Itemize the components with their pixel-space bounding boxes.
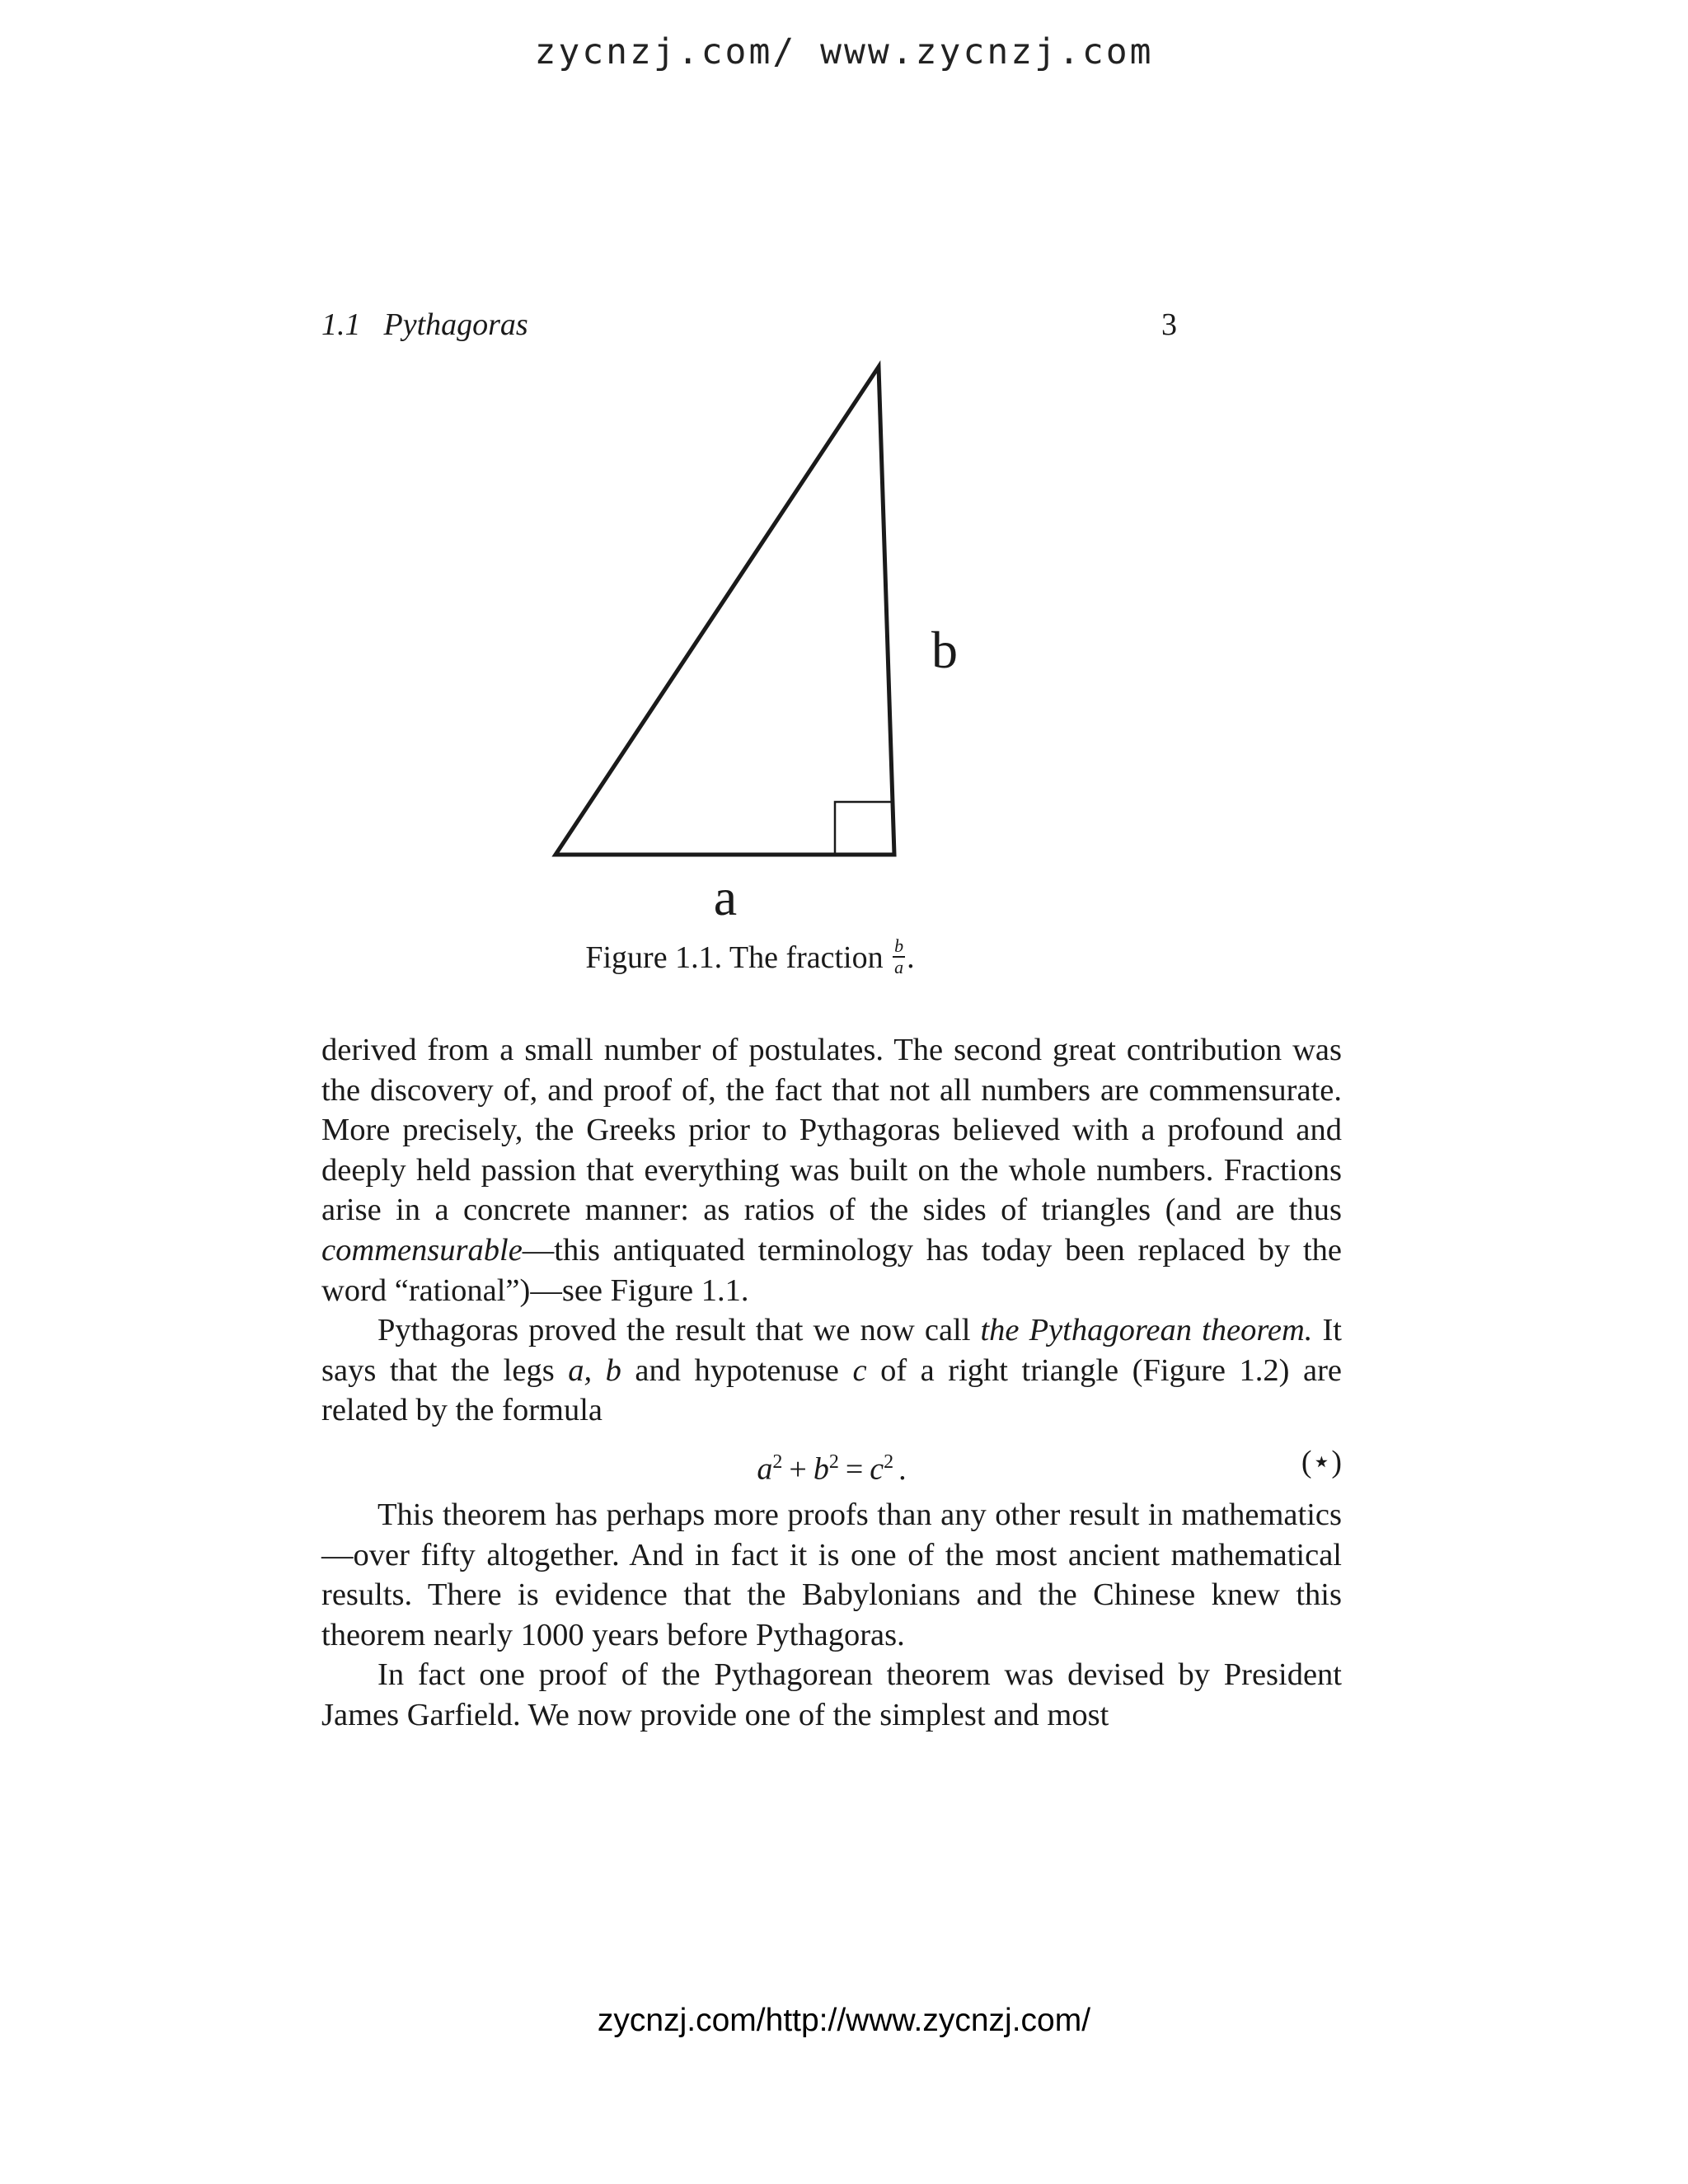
paragraph-1-text: derived from a small number of postulates. The second great contribution was the discovery of, and proof of, the fact that not all numbers are commensurate. More precisely, the Greeks prior to Pythagoras believed with a profound and deeply held passion that everything was built on the whole numbers. Fractions arise in a concrete manner: as ratios of the sides of triangles (and are thus [321,1033,1342,1228]
eq-exp-b: 2 [828,1451,839,1473]
fraction-numerator: b [894,935,904,957]
paragraph-1-emphasis: commensurable [321,1232,523,1268]
right-triangle [556,367,894,855]
page-number: 3 [1161,307,1177,342]
eq-var-a: a [757,1451,773,1487]
running-head [321,307,1177,348]
eq-exp-a: 2 [772,1451,783,1473]
paragraph-1 [321,1030,1342,1310]
equation-tag: (⋆) [1301,1444,1342,1479]
caption-fraction [893,937,905,977]
eq-equals: = [845,1451,864,1487]
paragraph-2-end: of a right triangle (Figure 1.2) are related by the formula [321,1352,1342,1428]
eq-var-c: c [870,1451,884,1487]
equation-pythagorean [321,1432,1342,1490]
equation-expression [321,1442,1342,1489]
eq-period: . [898,1451,907,1487]
body-text [321,1030,1342,1736]
triangle-diagram [495,354,989,931]
figure-triangle [495,354,989,931]
paragraph-3: This theorem has perhaps more proofs than any other result in mathematics—over fifty altogether. And in fact it is one of the most ancient mathematical results. There is evidence that the Babylonians and the Chinese knew this theorem nearly 1000 years before Pythagoras. [321,1497,1342,1652]
watermark-top: zycnzj.com/ www.zycnzj.com [534,31,1154,73]
watermark-bottom: zycnzj.com/http://www.zycnzj.com/ [597,2003,1091,2038]
eq-exp-c: 2 [884,1451,894,1473]
paragraph-4: In fact one proof of the Pythagorean theorem was devised by President James Garfield. We now provide one of the simplest and most [321,1657,1342,1732]
label-a: a [713,868,738,926]
paragraph-2-hypotenuse: c [852,1352,867,1388]
paragraph-1-tail: —this antiquated terminology has today been replaced by the word “rational”)—see Figure 1.1. [321,1232,1342,1308]
caption-suffix: . [907,940,915,975]
eq-var-b: b [813,1451,829,1487]
label-b: b [931,621,958,679]
fraction-denominator: a [894,957,904,978]
caption-text: Figure 1.1. The fraction [585,940,884,975]
paragraph-2-emphasis: the Pythagorean theorem. [980,1313,1313,1348]
section-title: Pythagoras [383,307,528,342]
eq-plus: + [789,1451,807,1487]
section-number: 1.1 [321,307,361,342]
paragraph-2 [321,1310,1342,1431]
paragraph-2-start: Pythagoras proved the result that we now call [377,1313,981,1348]
paragraph-2-legs: a, b [568,1352,621,1388]
paragraph-2-mid2: and hypotenuse [621,1352,853,1388]
figure-caption [0,935,1500,980]
right-angle-marker [835,802,893,855]
paragraph-2-mid: It says that the legs [321,1313,1342,1388]
